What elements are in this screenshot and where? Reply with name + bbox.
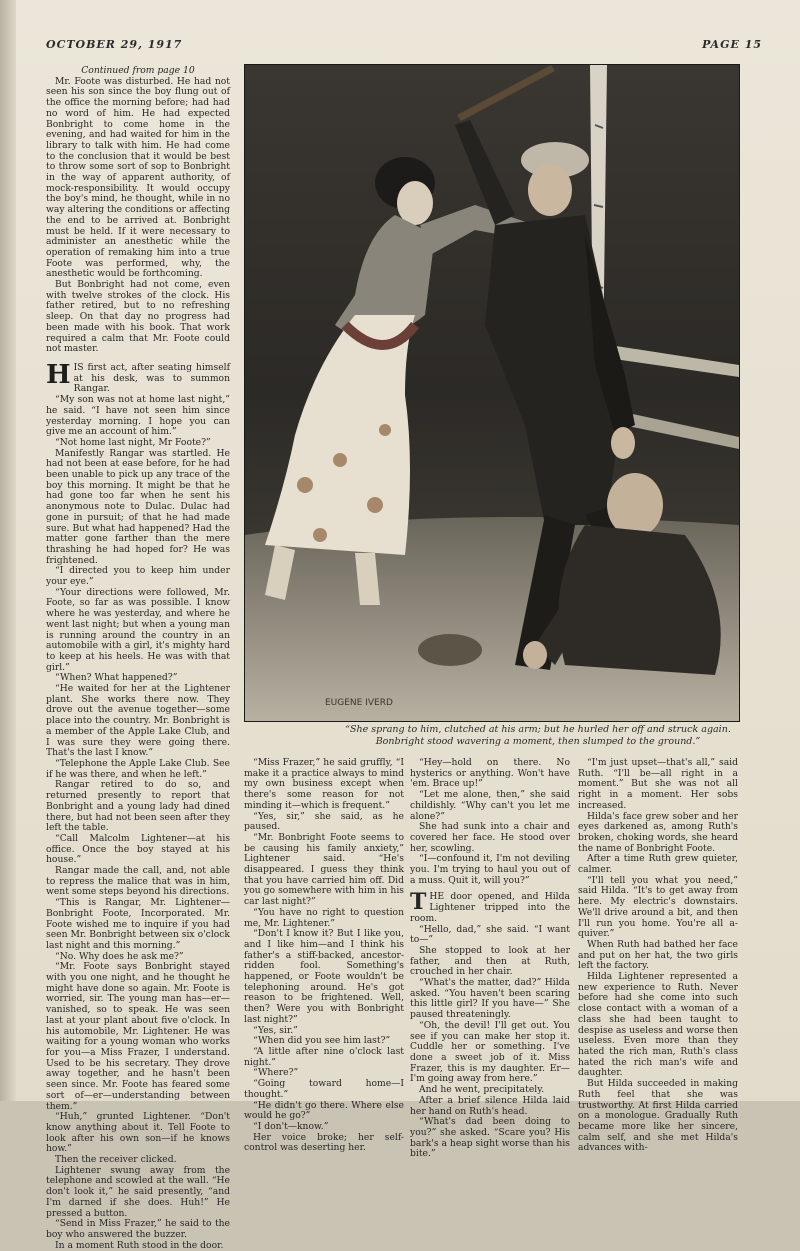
paragraph: When Ruth had bathed her face and put on her hat, the two girls left the factory. [578, 938, 738, 972]
paragraph: And he went, precipitately. [419, 1084, 545, 1096]
paragraph: Hilda's face grew sober and her eyes darkened as, among Ruth's broken, choking words, she heard the name of Bonbright Foote. [578, 810, 738, 854]
text-column-4 [578, 757, 738, 1154]
paragraph: “Hello, dad,” she said. “I want to—” [410, 923, 570, 946]
paragraph: “He waited for her at the Lightener plant. She works there now. They drove out the avenue together—some place into the country. Mr. Bonbright is a member of the Apple Lake Club, and I was sure they were going there. That's the last I know.” [46, 683, 230, 759]
paragraph: “Mr. Bonbright Foote seems to be causing his family anxiety,” Lightener said. “He's disappeared. I guess they think that you have carried him off. Did you go somewhere with him in his car last night?” [244, 831, 404, 908]
paragraph: “Not home last night, Mr Foote?” [55, 436, 211, 448]
continued-note: Continued from page 10 [81, 65, 195, 76]
drop-cap: H [46, 359, 71, 390]
paragraph-dropcap: HIS first act, after seating himself at his desk, was to summon Rangar. [46, 359, 230, 395]
paragraph: “I'm just upset—that's all,” said Ruth. “I'll be—all right in a moment.” But she was not all right in a moment. Her sobs increased. [578, 757, 738, 811]
paragraph: “Yes, sir.” [253, 1024, 298, 1036]
paragraph: “Where?” [253, 1067, 299, 1079]
paragraph: Rangar retired to do so, and returned presently to report that Bonbright and a young lady had dined there, but had not been seen after they left the table. [46, 779, 230, 834]
paragraph: “When? What happened?” [55, 672, 178, 684]
paragraph: “You have no right to question me, Mr. Lightener.” [244, 906, 404, 929]
issue-date: OCTOBER 29, 1917 [46, 38, 183, 51]
paragraph: Hilda Lightener represented a new experience to Ruth. Never before had she come into such close contact with a woman of a class she had been taught to despise as useless and worse then useless. Even more than they hated the rich man, Ruth's class hated the rich man's wife and daughter. [578, 971, 738, 1079]
page-edge-shadow [0, 0, 16, 1101]
paragraph: “I directed you to keep him under your eye.” [46, 565, 230, 588]
paragraph: She stopped to look at her father, and then at Ruth, crouched in her chair. [410, 944, 570, 978]
paragraph: “My son was not at home last night,” he said. “I have not seen him since yesterday morning. I hope you can give me an account of him.” [46, 394, 230, 438]
paragraph: “I—confound it, I'm not deviling you. I'm trying to haul you out of a muss. Quit it, will you?” [410, 853, 570, 886]
paragraph: Lightener swung away from the telephone and scowled at the wall. “He don't look it,” he said presently, “and I'm darned if she does. Huh!” He pressed a button. [46, 1164, 230, 1219]
paragraph: “Telephone the Apple Lake Club. See if he was there, and when he left.” [46, 758, 230, 780]
paragraph: “Hey—hold on there. No hysterics or anything. Won't have 'em. Brace up!” [410, 757, 570, 790]
paragraph: “Send in Miss Frazer,” he said to the boy who answered the buzzer. [46, 1218, 230, 1240]
paragraph: “This is Rangar, Mr. Lightener—Bonbright Foote, Incorporated. Mr. Foote wished me to inquire if you had seen Mr. Bonbright between six o'clock last night and this morning.” [46, 897, 230, 951]
paragraph: “Your directions were followed, Mr. Foote, so far as was possible. I know where he was yesterday, and where he went last night; but when a young man is running around the country in an automobile with a girl, it's mighty hard to keep at his heels. He was with that girl.” [46, 586, 230, 673]
paragraph: “I'll tell you what you need,” said Hilda. “It's to get away from here. My electric's downstairs. We'll drive around a bit, and then I'll run you home. You're all a-quiver.” [578, 874, 738, 940]
paragraph: “When did you see him last?” [253, 1035, 391, 1047]
artist-signature: EUGENE IVERD [325, 698, 393, 708]
paragraph: “A little after nine o'clock last night.” [244, 1045, 404, 1068]
paragraph: In a moment Ruth stood in the door. [55, 1239, 224, 1251]
paragraph: “Oh, the devil! I'll get out. You see if you can make her stop it. Cuddle her or something. I've done a sweet job of it. Miss Frazer, this is my daughter. Er—I'm going away from here.” [410, 1019, 570, 1085]
paragraph: “Don't I know it? But I like you, and I like him—and I think his father's a stiff-backed, ancestor-ridden fool. Something's happened, or Foote wouldn't be telephoning around. He's got reason to be frightened. Well, then? Were you with Bonbright last night?” [244, 928, 404, 1025]
paragraph: “Mr. Foote says Bonbright stayed with you one night, and he thought he might have done so again. Mr. Foote is worried, sir. The young man has—er—vanished, so to speak. He was seen last at your plant about five o'clock. In his automobile, Mr. Lightener. He was waiting for a young woman who works for you—a Miss Frazer, I understand. Used to be his secretary. They drove away together, and he hasn't been seen since. Mr. Foote has feared some sort of—er—understanding between them.” [46, 961, 230, 1112]
paragraph: “Yes, sir,” she said, as he paused. [244, 810, 404, 833]
paragraph: Mr. Foote was disturbed. He had not seen his son since the boy flung out of the office the morning before; had had no word of him. He had expected Bonbright to come home in the evening, and had waited for him in the library to talk with him. He had come to the conclusion that it would be best to throw some sort of sop to Bonbright in the way of apparent authority, of mock-responsibility. It would occupy the boy's mind, he thought, while in no way altering the conditions or affecting the end to be arrived at. Bonbright must be held. If it were necessary to administer an anesthetic while the operation of remaking him into a true Foote was performed, why, the anesthetic would be forthcoming. [46, 75, 231, 280]
text-column-3 [410, 757, 570, 1160]
paragraph: But Hilda succeeded in making Ruth feel that she was trustworthy. At first Hilda carried on a monologue. Gradually Ruth became more like her sincere, calm self, and she met Hilda's advances with- [578, 1078, 738, 1154]
paragraph: Then the receiver clicked. [55, 1154, 177, 1166]
paragraph: She had sunk into a chair and covered her face. He stood over her, scowling. [410, 821, 570, 854]
paragraph: “Miss Frazer,” he said gruffly, “I make it a practice always to mind my own business except when there's some reason for not minding it—which is frequent.” [244, 757, 404, 811]
story-illustration [244, 64, 740, 722]
drop-cap: T [410, 889, 427, 916]
paragraph: Her voice broke; her self-control was deserting her. [244, 1131, 404, 1154]
paragraph: After a brief silence Hilda laid her hand on Ruth's head. [410, 1094, 570, 1117]
paragraph: “What's dad been doing to you?” she asked. “Scare you? His bark's a heap sight worse than his bite.” [410, 1116, 570, 1160]
paragraph: “What's the matter, dad?” Hilda asked. “You haven't been scaring this little girl? If you have—” She paused threateningly. [410, 977, 570, 1021]
paragraph-dropcap: THE door opened, and Hilda Lightener tripped into the room. [410, 889, 570, 924]
text-column-2 [244, 757, 404, 1154]
paragraph: “I don't—know.” [253, 1120, 329, 1132]
fallen-hat [418, 634, 482, 666]
paragraph: After a time Ruth grew quieter, calmer. [578, 853, 738, 876]
paragraph: “Going toward home—I thought.” [244, 1078, 404, 1100]
paragraph: But Bonbright had not come, even with twelve strokes of the clock. His father retired, but to no refreshing sleep. On that day no progress had been made with his book. That work required a calm that Mr. Foote could not master. [46, 279, 230, 355]
paragraph: “Huh,” grunted Lightener. “Don't know anything about it. Tell Foote to look after his own son—if he knows how.” [46, 1111, 230, 1155]
paragraph: “Call Malcolm Lightener—at his office. Once the boy stayed at his house.” [46, 832, 230, 866]
page-number: PAGE 15 [702, 38, 762, 51]
paragraph: Manifestly Rangar was startled. He had not been at ease before, for he had been unable to pick up any trace of the boy this morning. It might be that he had gone too far when he sent his anonymous note to Dulac. Dulac had gone in pursuit; of that he had made sure. But what had happened? Had the matter gone farther than the mere thrashing he had hoped for? He was frightened. [46, 447, 230, 566]
illustration-artwork [245, 65, 739, 721]
paragraph: “He didn't go there. Where else would he go?” [244, 1099, 404, 1122]
paragraph: Rangar made the call, and, not able to repress the malice that was in him, went some steps beyond his directions. [46, 865, 230, 898]
illustration-caption: “She sprang to him, clutched at his arm; but he hurled her off and struck again. Bonbright stood wavering a moment, then slumped to the ground.” [345, 724, 731, 747]
paragraph: “Let me alone, then,” she said childishly. “Why can't you let me alone?” [410, 789, 570, 822]
text-column-1 [46, 65, 231, 1251]
paragraph: “No. Why does he ask me?” [55, 950, 184, 962]
